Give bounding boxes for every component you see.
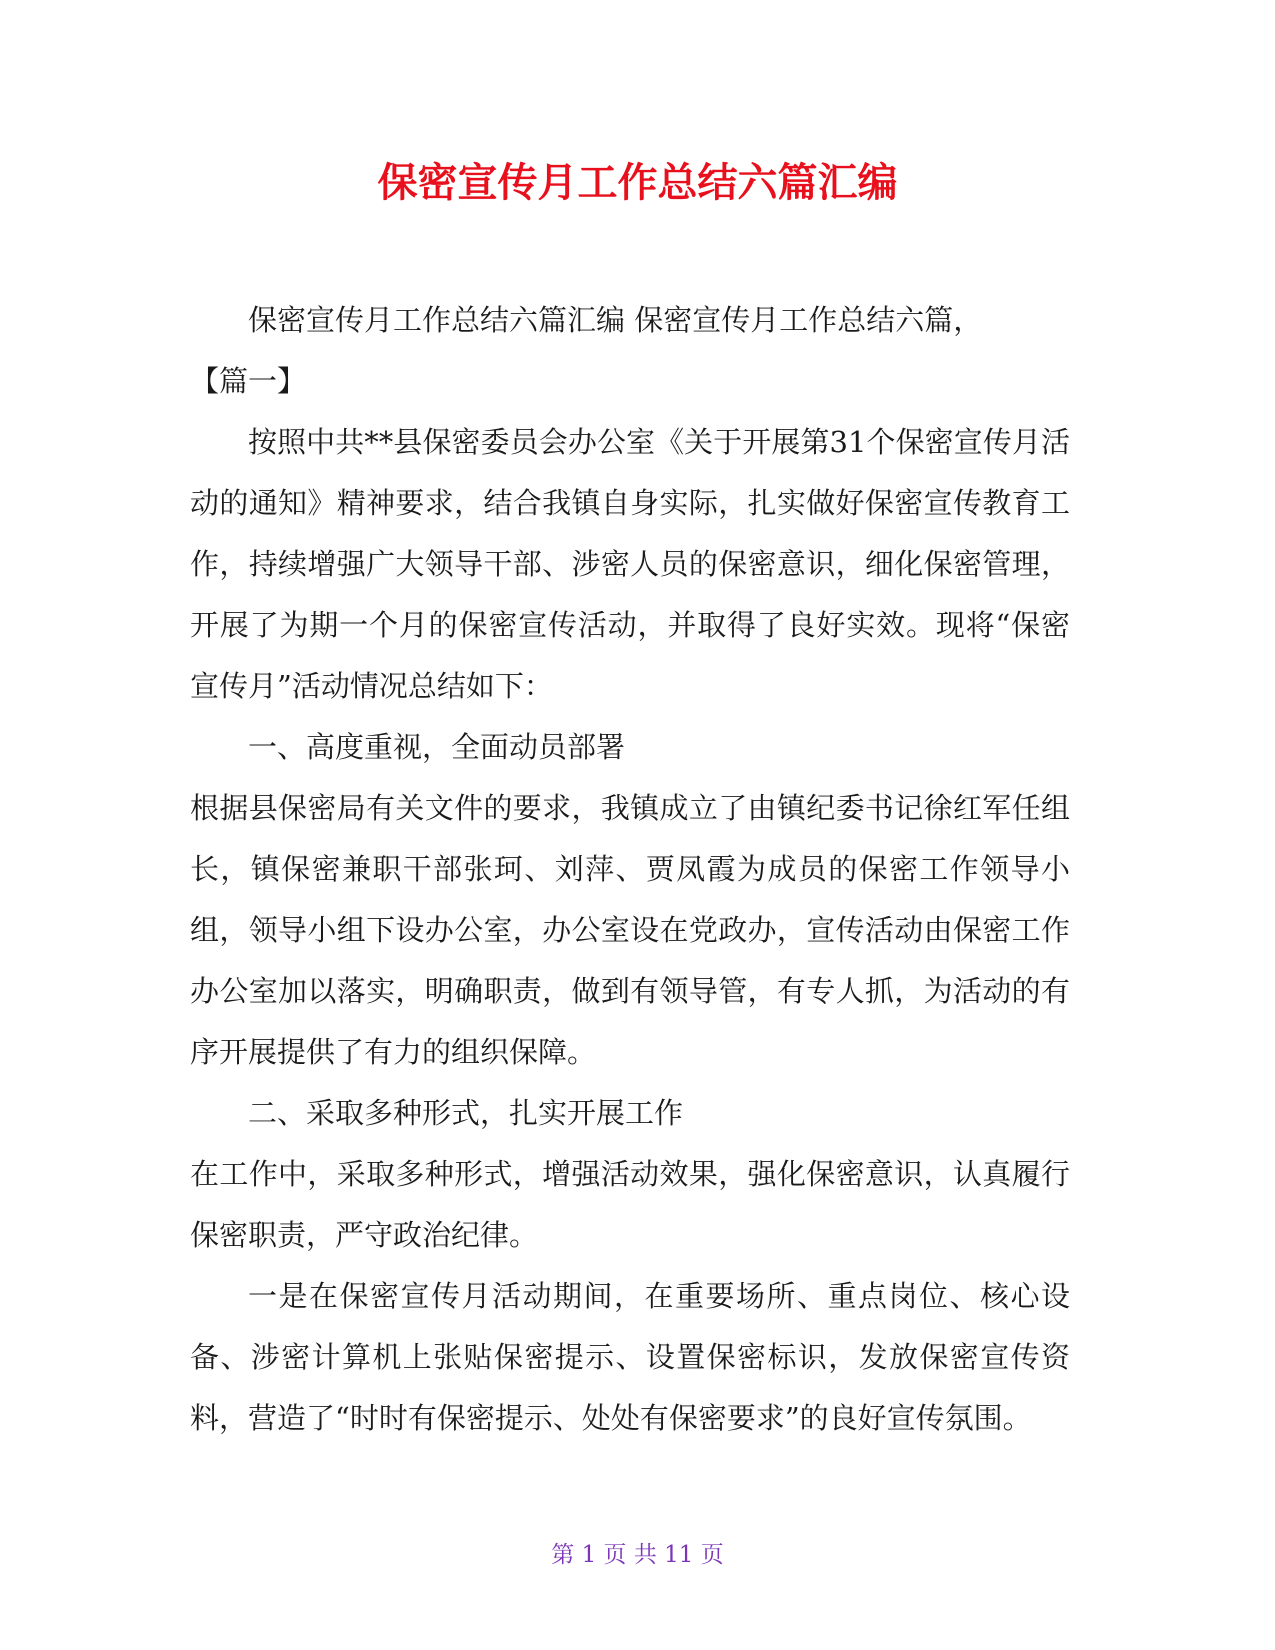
body-paragraph: 根据县保密局有关文件的要求，我镇成立了由镇纪委书记徐红军任组长，镇保密兼职干部张珂、刘萍、贾凤霞为成员的保密工作领导小组，领导小组下设办公室，办公室设在党政办，宣传活动由保密工作办公室加以落实，明确职责，做到有领导管，有专人抓，为活动的有序开展提供了有力的组织保障。	[190, 791, 1070, 1069]
intro-paragraph: 保密宣传月工作总结六篇汇编 保密宣传月工作总结六篇，	[248, 303, 983, 337]
body-paragraph: 一是在保密宣传月活动期间，在重要场所、重点岗位、核心设备、涉密计算机上张贴保密提示、设置保密标识，发放保密宣传资料，营造了“时时有保密提示、处处有保密要求”的良好宣传氛围。	[190, 1279, 1070, 1435]
footer-mid: 页 共	[603, 1542, 657, 1568]
section-heading: 二、采取多种形式，扎实开展工作	[248, 1096, 684, 1130]
body-paragraph: 在工作中，采取多种形式，增强活动效果，强化保密意识，认真履行保密职责，严守政治纪律。	[190, 1157, 1070, 1252]
body-paragraph: 按照中共**县保密委员会办公室《关于开展第31个保密宣传月活动的通知》精神要求，结合我镇自身实际，扎实做好保密宣传教育工作，持续增强广大领导干部、涉密人员的保密意识，细化保密管理，开展了为期一个月的保密宣传活动，并取得了良好实效。现将“保密宣传月”活动情况总结如下：	[190, 425, 1070, 703]
document-title: 保密宣传月工作总结六篇汇编	[377, 160, 898, 206]
footer-prefix: 第	[551, 1542, 575, 1568]
footer-suffix: 页	[700, 1542, 724, 1568]
section-label: 【篇一】	[190, 364, 307, 398]
page-footer	[0, 1540, 1275, 1570]
document-body	[190, 290, 1070, 1449]
current-page-number: 1	[581, 1542, 597, 1568]
total-pages-number: 11	[664, 1542, 694, 1568]
section-heading: 一、高度重视，全面动员部署	[248, 730, 626, 764]
